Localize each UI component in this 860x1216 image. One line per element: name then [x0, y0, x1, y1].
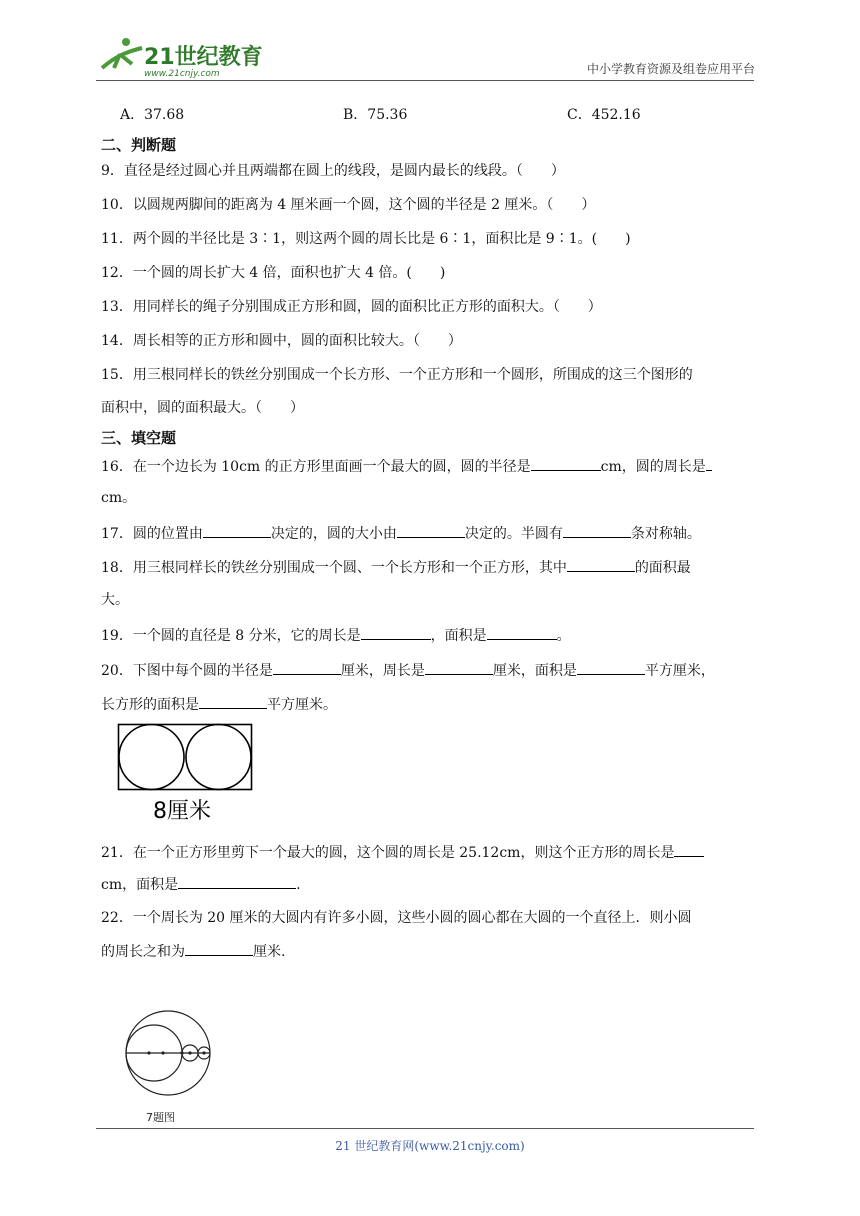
answer-blank[interactable]: [397, 523, 465, 538]
site-logo: [96, 34, 266, 80]
section-title-judgement: 二、判断题: [101, 136, 177, 154]
answer-blank[interactable]: [674, 842, 704, 857]
choice-b: B．75.36: [343, 107, 408, 123]
choice-c: C．452.16: [567, 107, 641, 123]
answer-blank[interactable]: [361, 625, 431, 640]
q21-text-a: 21．在一个正方形里剪下一个最大的圆，这个圆的周长是 25.12cm，则这个正方形的周长是: [101, 845, 675, 861]
question-20-line2: [101, 694, 337, 714]
q20-text-c: 厘米，面积是: [492, 663, 577, 679]
question-17: [101, 523, 701, 543]
q20-text-f: 平方厘米。: [267, 697, 337, 713]
question-12: 12．一个圆的周长扩大 4 倍，面积也扩大 4 倍。( ): [101, 265, 446, 281]
answer-blank[interactable]: [531, 456, 601, 471]
footer-divider: [96, 1128, 754, 1129]
q22-text-b: 的周长之和为: [101, 944, 185, 960]
footer-site-text[interactable]: 21 世纪教育网(www.21cnjy.com): [335, 1139, 525, 1153]
question-20-line1: [101, 660, 715, 680]
header-platform-text: 中小学教育资源及组卷应用平台: [586, 62, 755, 76]
answer-blank[interactable]: [199, 694, 267, 709]
q22-text-c: 厘米.: [253, 944, 286, 960]
question-10: 10．以圆规两脚间的距离为 4 厘米画一个圆，这个圆的半径是 2 厘米。（ ）: [101, 197, 596, 213]
q20-text-b: 厘米，周长是: [340, 663, 425, 679]
choice-a: A．37.68: [120, 107, 185, 123]
q19-text-a: 19．一个圆的直径是 8 分米，它的周长是: [101, 628, 361, 644]
answer-blank[interactable]: [203, 523, 271, 538]
question-9: 9．直径是经过圆心并且两端都在圆上的线段，是圆内最长的线段。（ ）: [101, 163, 565, 179]
question-15-line2: 面积中，圆的面积最大。（ ）: [101, 400, 304, 416]
question-18-line2: 大。: [101, 592, 129, 608]
header-divider: [96, 80, 754, 81]
answer-blank[interactable]: [178, 874, 296, 889]
answer-blank[interactable]: [567, 557, 635, 572]
question-13: 13．用同样长的绳子分别围成正方形和圆，圆的面积比正方形的面积大。（ ）: [101, 299, 602, 315]
q17-text-a: 17．圆的位置由: [101, 526, 203, 542]
answer-blank[interactable]: [185, 941, 253, 956]
q20-text-e: 长方形的面积是: [101, 697, 199, 713]
question-18-line1: [101, 557, 691, 577]
figure-rectangle: [119, 725, 252, 790]
q21-text-b: cm，面积是: [101, 877, 179, 893]
section-title-fill: 三、填空题: [101, 429, 177, 447]
question-19: [101, 625, 571, 645]
q21-text-c: .: [296, 877, 301, 893]
logo-text: 21世纪教育: [144, 45, 263, 70]
figure-circle-left: [119, 725, 184, 790]
answer-blank[interactable]: [487, 625, 557, 640]
q18-text-b: 的面积最: [634, 560, 691, 576]
question-16-line1: [101, 456, 712, 476]
figure-nested-circles: [120, 1010, 220, 1126]
q18-text-a: 18．用三根同样长的铁丝分别围成一个圆、一个长方形和一个正方形，其中: [101, 560, 567, 576]
answer-blank[interactable]: [563, 523, 631, 538]
question-14: 14．周长相等的正方形和圆中，圆的面积比较大。（ ）: [101, 333, 462, 349]
question-21-line2: [101, 874, 301, 894]
q17-text-b: 决定的，圆的大小由: [270, 526, 397, 542]
answer-blank[interactable]: [425, 660, 493, 675]
q19-text-b: ，面积是: [430, 628, 487, 644]
question-22-line1: 22．一个周长为 20 厘米的大圆内有许多小圆，这些小圆的圆心都在大圆的一个直径上．则小圆: [101, 910, 692, 926]
answer-blank[interactable]: [706, 456, 712, 471]
q16-text-a: 16．在一个边长为 10cm 的正方形里面画一个最大的圆，圆的半径是: [101, 459, 531, 475]
answer-blank[interactable]: [577, 660, 645, 675]
question-15-line1: 15．用三根同样长的铁丝分别围成一个长方形、一个正方形和一个圆形，所围成的这三个图形的: [101, 367, 693, 383]
q19-text-c: 。: [556, 628, 571, 644]
logo-url: www.21cnjy.com: [144, 69, 220, 79]
q20-text-a: 20．下图中每个圆的半径是: [101, 663, 273, 679]
question-16-line2: cm。: [101, 490, 137, 506]
figure-circle-right: [186, 725, 251, 790]
q17-text-c: 决定的。半圆有: [464, 526, 563, 542]
question-21-line1: [101, 842, 704, 862]
answer-blank[interactable]: [273, 660, 341, 675]
figure-caption-7: 7题图: [146, 1111, 175, 1124]
q17-text-d: 条对称轴。: [630, 526, 701, 542]
q20-text-d: 平方厘米，: [644, 663, 715, 679]
q16-text-b: cm，圆的周长是: [600, 459, 706, 475]
question-22-line2: [101, 941, 285, 961]
figure-label-8cm: 8厘米: [153, 799, 211, 823]
question-11: 11．两个圆的半径比是 3∶1，则这两个圆的周长比是 6∶1，面积比是 9∶1。( ): [101, 231, 631, 247]
figure-two-circles-in-rectangle: [117, 723, 253, 823]
